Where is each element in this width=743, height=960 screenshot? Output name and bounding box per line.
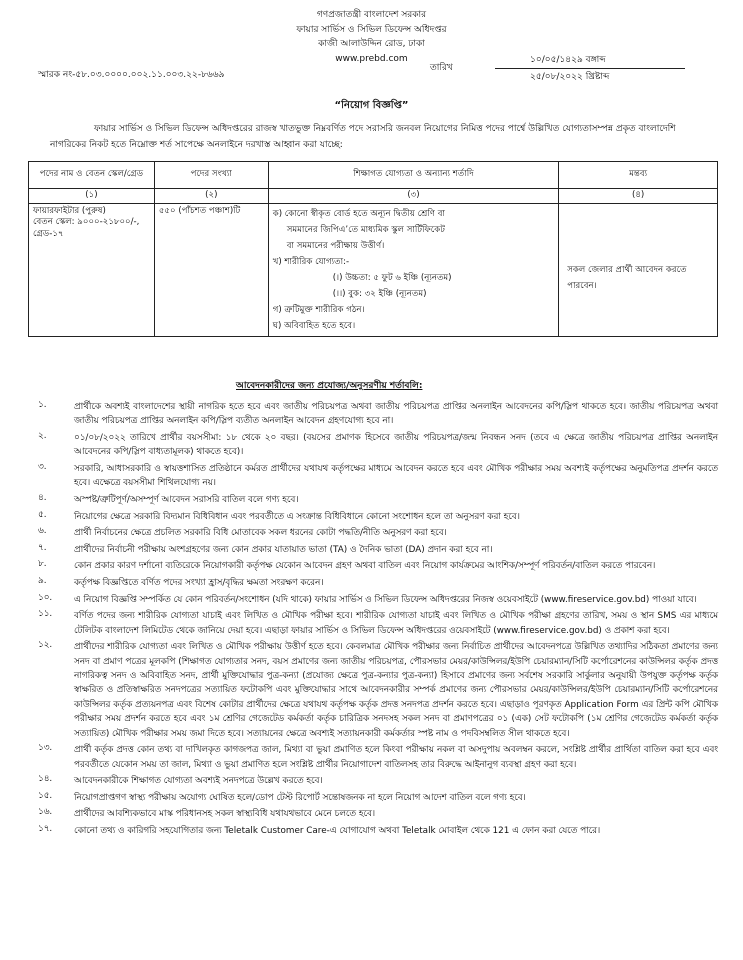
condition-item — [38, 774, 718, 788]
qualification-line: খ) শারীরিক যোগ্যতা:- — [272, 257, 350, 267]
condition-text: প্রার্থীকে অবশ্যই বাংলাদেশের স্থায়ী নাগরিক হতে হবে এবং জাতীয় পরিচয়পত্র অথবা জাতীয় পরিচয়পত্র প্রাপ্তির অনলাইন আবেদনের কপি/স্লিপ থাকতে হবে। জাতীয় পরিচয়পত্র অথবা জাতীয় পরিচয়পত্র প্রাপ্তির অনলাইন কপি/স্লিপ ব্যতীত অনলাইন আবেদন গ্রহণযোগ্য হবে না। — [74, 402, 718, 427]
conditions-list — [38, 400, 718, 841]
condition-number: ১০. — [38, 592, 53, 603]
condition-item — [38, 609, 718, 638]
date-bangla: ১০/০৫/১৪২৯ বঙ্গাব্দ — [530, 55, 606, 65]
pay-scale: বেতন স্কেল: ৯০০০-২১৮০০/-, — [33, 217, 140, 228]
conditions-title: আবেদনকারীদের জন্য প্রযোজ্য/অনুসরণীয় শর্তাবলি: — [236, 381, 423, 391]
condition-item — [38, 593, 718, 607]
department-address: কাজী আলাউদ্দিন রোড, ঢাকা — [318, 39, 425, 49]
condition-number: ১৪. — [38, 774, 53, 785]
government-name: গণপ্রজাতন্ত্রী বাংলাদেশ সরকার — [316, 10, 427, 20]
post-cell — [29, 204, 155, 337]
condition-item — [38, 510, 718, 524]
condition-number: ১১. — [38, 609, 53, 620]
column-number: (৩) — [268, 189, 559, 204]
condition-item — [38, 791, 718, 805]
post-count: ৫৫০ (পাঁচশত পঞ্চাশ)টি — [154, 204, 268, 337]
condition-number: ১৬. — [38, 807, 53, 818]
condition-text: কর্তৃপক্ষ বিজ্ঞপ্তিতে বর্ণিত পদের সংখ্যা হ্রাস/বৃদ্ধির ক্ষমতা সংরক্ষণ করেন। — [74, 577, 324, 588]
condition-text: আবেদনকারীকে শিক্ষাগত যোগ্যতা অবশ্যই সনদপত্রে উল্লেখ করতে হবে। — [74, 776, 323, 787]
intro-paragraph: ফায়ার সার্ভিস ও সিভিল ডিফেন্স অধিদপ্তরের রাজস্ব খাতভুক্ত নিম্নবর্ণিত পদে সরাসরি জনবল নিয়োগের নিমিত্ত পদের পার্শ্বে উল্লিখিত যোগ্যতাসম্পন্ন প্রকৃত বাংলাদেশি নাগরিকের নিকট হতে নিম্নোক্ত শর্ত সাপেক্ষে অনলাইনে দরখাস্ত আহ্বান করা যাচ্ছে: — [50, 124, 676, 150]
condition-number: ৬. — [38, 526, 47, 537]
condition-number: ৮. — [38, 559, 47, 570]
condition-item — [38, 824, 718, 838]
condition-number: ১৫. — [38, 790, 53, 801]
qualification-cell — [268, 204, 559, 337]
page-title: “নিয়োগ বিজ্ঞপ্তি” — [334, 100, 409, 111]
condition-item — [38, 640, 718, 741]
condition-text: এ নিয়োগ বিজ্ঞপ্তি সম্পর্কিত যে কোন পরিবর্তন/সংশোধন (যদি থাকে) ফায়ার সার্ভিস ও সিভিল ডিফেন্স অধিদপ্তরের নিজস্ব ওয়েবসাইটে (www.fireservice.gov.bd) পাওয়া যাবে। — [74, 594, 697, 605]
condition-number: ২. — [38, 431, 47, 441]
condition-text: প্রার্থী নির্বাচনের ক্ষেত্রে প্রচলিত সরকারি বিধি মোতাবেক সকল ধরনের কোটা পদ্ধতি/নীতি অনুসরণ করা হবে। — [74, 528, 447, 539]
condition-text: নিয়োগের ক্ষেত্রে সরকারি বিদ্যমান বিধিবিধান এবং পরবর্তীতে এ সংক্রান্ত বিধিবিধানে কোনো সংশোধন হলে তা অনুসরণ করা হবে। — [74, 511, 520, 522]
table-row — [29, 204, 718, 337]
condition-item — [38, 462, 718, 491]
condition-item — [38, 493, 718, 507]
condition-text: অস্পষ্ট/ত্রুটিপূর্ণ/অসম্পূর্ণ আবেদন সরাসরি বাতিল বলে গণ্য হবে। — [74, 495, 299, 505]
condition-item — [38, 743, 718, 772]
condition-number: ৯. — [38, 575, 47, 586]
condition-text: সরকারি, আধাসরকারি ও স্বায়ত্তশাসিত প্রতিষ্ঠানে কর্মরত প্রার্থীদের যথাযথ কর্তৃপক্ষের মাধ্যমে আবেদন করতে হবে এবং মৌখিক পরীক্ষার সময় অবশ্যই কর্তৃপক্ষের অনুমতিপত্র প্রদর্শন করতে হবে। এক্ষেত্রে বয়সসীমা শিথিলযোগ্য নয়। — [74, 464, 718, 489]
qualification-line: ক) কোনো স্বীকৃত বোর্ড হতে অন্যূন দ্বিতীয় শ্রেণি বা — [272, 209, 446, 219]
condition-number: ৪. — [38, 493, 47, 503]
condition-text: প্রার্থীদের নির্বাচনী পরীক্ষায় অংশগ্রহণের জন্য কোন প্রকার যাতায়াত ভাতা (TA) ও দৈনিক ভাতা (DA) প্রদান করা হবে না। — [74, 544, 493, 555]
condition-number: ১২. — [38, 640, 53, 651]
condition-number: ৭. — [38, 542, 47, 553]
remark-cell: সকল জেলার প্রার্থী আবেদন করতে পারবেন। — [559, 204, 718, 337]
header-qualification: শিক্ষাগত যোগ্যতা ও অন্যান্য শর্তাদি — [268, 162, 559, 189]
post-name: ফায়ারফাইটার (পুরুষ) — [33, 206, 106, 216]
condition-number: ১. — [38, 400, 47, 410]
condition-text: ০১/০৮/২০২২ তারিখে প্রার্থীর বয়সসীমা: ১৮ থেকে ২০ বছর। (বয়সের প্রমাণক হিসেবে জাতীয় পরিচয়পত্র/জন্ম নিবন্ধন সনদ (তবে এ ক্ষেত্রে জাতীয় পরিচয়পত্র প্রাপ্তির অনলাইন আবেদনের কপি/স্লিপ বাধ্যতামূলক) থাকতে হবে)। — [74, 433, 718, 458]
department-name: ফায়ার সার্ভিস ও সিভিল ডিফেন্স অধিদপ্তর — [296, 24, 447, 35]
column-number: (৪) — [559, 189, 718, 204]
condition-number: ৩. — [38, 462, 47, 472]
website-url[interactable]: www.prebd.com — [335, 53, 408, 64]
header-post-name: পদের নাম ও বেতন স্কেল/গ্রেড — [29, 162, 155, 189]
column-number: (২) — [154, 189, 268, 204]
date-label: তারিখ — [430, 63, 453, 73]
qualification-line: সমমানের জিপিএ’তে মাধ্যমিক স্কুল সার্টিফিকেট — [286, 225, 445, 235]
condition-text: নিয়োগপ্রাপ্তগণ স্বাস্থ্য পরীক্ষায় অযোগ্য ঘোষিত হলে/ডোপ টেস্ট রিপোর্ট সন্তোষজনক না হলে নিয়োগ আদেশ বাতিল বলে গণ্য হবে। — [74, 792, 526, 803]
condition-item — [38, 431, 718, 460]
condition-text: প্রার্থীদের আবশ্যিকভাবে মাস্ক পরিধানসহ সকল স্বাস্থ্যবিধি যথাযথভাবে মেনে চলতে হবে। — [74, 809, 376, 820]
condition-number: ১৭. — [38, 823, 53, 834]
header-remark: মন্তব্য — [559, 162, 718, 189]
header-post-count: পদের সংখ্যা — [154, 162, 268, 189]
condition-text: প্রার্থীদের শারীরিক যোগ্যতা এবং লিখিত ও মৌখিক পরীক্ষায় উত্তীর্ণ হতে হবে। কেবলমাত্র মৌখিক পরীক্ষার জন্য নির্বাচিত প্রার্থীদের আবেদনপত্রে উল্লিখিত তথ্যাদির সঠিকতা প্রমাণের জন্য সনদ বা প্রমাণ পত্রের মূলকপি (শিক্ষাগত যোগ্যতার সনদ, বয়স প্রমাণের জন্য জাতীয় পরিচয়পত্র, পৌরসভার মেয়র/কাউন্সিলর/ইউপি চেয়ারম্যান/সিটি কর্পোরেশনের কাউন্সিলর কর্তৃক প্রদত্ত নাগরিকত্ব সনদ ও অবিবাহিত সনদ, প্রার্থী মুক্তিযোদ্ধার পুত্র-কন্যা (প্রযোজ্য ক্ষেত্রে পুত্র-কন্যার পুত্র-কন্যা) হিসাবে প্রমাণের জন্য সর্বশেষ সরকারি সার্কুলার অনুযায়ী উপযুক্ত কর্তৃপক্ষ কর্তৃক স্বাক্ষরিত ও প্রতিস্বাক্ষরিত সনদপত্রের সত্যায়িত ফটোকপি এবং মুক্তিযোদ্ধার সাথে আবেদনকারীর সম্পর্ক প্রমাণের জন্য পৌরসভার মেয়র/কাউন্সিলর/ইউপি চেয়ারম্যান/সিটি কর্পোরেশনের কাউন্সিলর কর্তৃক প্রত্যয়নপত্র এবং বিশেষ কোটার প্রার্থীদের ক্ষেত্রে যথাযথ কর্তৃপক্ষ কর্তৃক প্রদত্ত সনদপত্র প্রদর্শন করতে হবে। এছাড়াও পূরণকৃত Application Form এর প্রিন্ট কপি মৌখিক পরীক্ষার সময় প্রদর্শন করতে হবে এবং ১ম শ্রেণির গেজেটেড কর্মকর্তা কর্তৃক চারিত্রিক সনদসহ সকল সনদ বা প্রমাণপত্রের ০১ (এক) সেট ফটোকপি (১ম শ্রেণির গেজেটেড কর্মকর্তা কর্তৃক সত্যায়িত) মৌখিক পরীক্ষার সময় জমা দিতে হবে। সত্যায়নের ক্ষেত্রে অবশ্যই সত্যায়নকারী কর্মকর্তার স্পষ্ট নাম ও পদবিসম্বলিত সীল থাকতে হবে। — [74, 642, 718, 739]
condition-item — [38, 807, 718, 821]
condition-item — [38, 576, 718, 590]
qualification-line: গ) ত্রুটিমুক্ত শারীরিক গঠন। — [272, 305, 365, 315]
condition-text: কোন প্রকার কারণ দর্শানো ব্যতিরেকে নিয়োগকারী কর্তৃপক্ষ যেকোন আবেদন গ্রহণ অথবা বাতিল এবং নিয়োগ কার্যক্রমের আংশিক/সম্পূর্ণ পরিবর্তন/বাতিল করতে পারবেন। — [74, 561, 656, 572]
condition-item — [38, 400, 718, 429]
condition-number: ১৩. — [38, 743, 53, 754]
date-english: ২৫/০৮/২০২২ খ্রিষ্টাব্দ — [530, 72, 610, 82]
posts-table — [28, 161, 718, 337]
qualification-line: বা সমমানের পরীক্ষায় উত্তীর্ণ। — [286, 241, 385, 251]
grade: গ্রেড-১৭ — [33, 228, 64, 239]
qualification-line: (।) উচ্চতা: ৫ ফুট ৬ ইঞ্চি (ন্যূনতম) — [332, 273, 452, 283]
condition-text: কোনো তথ্য ও কারিগরি সহযোগিতার জন্য Teletalk Customer Care-এ যোগাযোগ অথবা Teletalk মোবাইল থেকে 121 এ ফোন করা যেতে পারে। — [74, 825, 601, 836]
table-number-row — [29, 189, 718, 204]
table-header-row — [29, 162, 718, 189]
qualification-line: (।।) বুক: ৩২ ইঞ্চি (ন্যূনতম) — [332, 289, 427, 299]
condition-item — [38, 559, 718, 573]
condition-text: প্রার্থী কর্তৃক প্রদত্ত কোন তথ্য বা দাখিলকৃত কাগজপত্র জাল, মিথ্যা বা ভুয়া প্রমাণিত হলে কিংবা পরীক্ষায় নকল বা অসদুপায় অবলম্বন করলে, সংশ্লিষ্ট প্রার্থীর প্রার্থিতা বাতিল করা হবে এবং পরবর্তীতে যেকোন সময় তা জাল, মিথ্যা ও ভুয়া প্রমাণিত হলে সংশ্লিষ্ট প্রার্থীর নিয়োগাদেশ বাতিলসহ তার বিরুদ্ধে আইনানুগ ব্যবস্থা গ্রহণ করা হবে। — [74, 745, 718, 770]
condition-item — [38, 543, 718, 557]
condition-text: বর্ণিত পদের জন্য শারীরিক যোগ্যতা যাচাই এবং লিখিত ও মৌখিক পরীক্ষা হবে। শারীরিক যোগ্যতা যাচাই এবং লিখিত ও মৌখিক পরীক্ষা গ্রহণের তারিখ, সময় ও স্থান SMS এর মাধ্যমে টেলিটক বাংলাদেশ লিমিটেড থেকে জানিয়ে দেয়া হবে। এছাড়া ফায়ার সার্ভিস ও সিভিল ডিফেন্স অধিদপ্তরের ওয়েবসাইটে (www.fireservice.gov.bd) ও প্রকাশ করা হবে। — [74, 611, 718, 636]
memo-number: স্মারক নং-৫৮.০৩.০০০০.০০২.১১.০০৩.২২-৮৬৬৯ — [38, 70, 225, 80]
column-number: (১) — [29, 189, 155, 204]
qualification-line: ঘ) অবিবাহিত হতে হবে। — [272, 321, 356, 331]
date-block — [430, 52, 720, 84]
condition-item — [38, 526, 718, 540]
condition-number: ৫. — [38, 509, 47, 520]
